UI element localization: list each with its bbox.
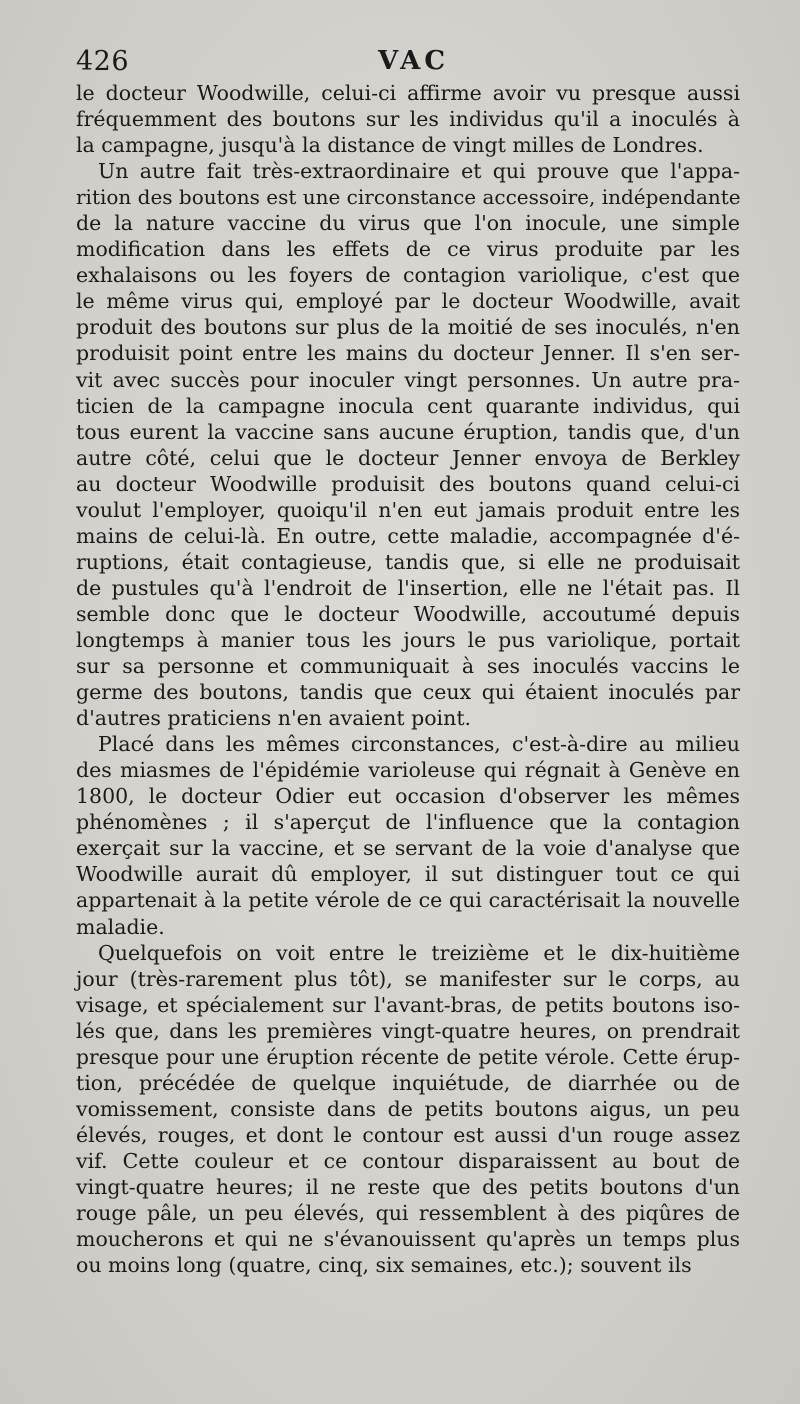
text-line: la campagne, jusqu'à la distance de vingt milles de Londres. — [76, 133, 704, 158]
text-line: ou moins long (quatre, cinq, six semaines, etc.); souvent ils — [76, 1253, 692, 1278]
text-line: produisit point entre les mains du docteur Jenner. Il s'en ser- — [76, 341, 740, 366]
text-line: des miasmes de l'épidémie varioleuse qui régnait à Genève en — [76, 758, 740, 783]
running-head — [76, 46, 744, 80]
text-line: autre côté, celui que le docteur Jenner envoya de Berkley — [76, 445, 740, 470]
text-line: rouge pâle, un peu élevés, qui ressemblent à des piqûres de — [76, 1201, 740, 1226]
paragraph — [60, 940, 740, 1279]
text-line: visage, et spécialement sur l'avant-bras, de petits boutons iso- — [76, 992, 740, 1017]
text-line: le docteur Woodwille, celui-ci affirme avoir vu presque aussi — [76, 81, 740, 105]
text-line: au docteur Woodwille produisit des boutons quand celui-ci — [76, 471, 740, 496]
text-line: ruptions, était contagieuse, tandis que, si elle ne produisait — [76, 549, 740, 574]
text-line: lés que, dans les premières vingt-quatre heures, on prendrait — [76, 1018, 740, 1043]
text-line: semble donc que le docteur Woodwille, accoutumé depuis — [76, 601, 740, 626]
text-line: Un autre fait très-extraordinaire et qui prouve que l'appa- — [98, 159, 740, 184]
text-line: de pustules qu'à l'endroit de l'insertion, elle ne l'était pas. Il — [76, 575, 740, 600]
text-line: exhalaisons ou les foyers de contagion variolique, c'est que — [76, 263, 740, 288]
text-line: voulut l'employer, quoiqu'il n'en eut jamais produit entre les — [76, 497, 740, 522]
text-line: maladie. — [76, 914, 165, 939]
text-line: mains de celui-là. En outre, cette maladie, accompagnée d'é- — [76, 523, 740, 548]
text-line: tous eurent la vaccine sans aucune éruption, tandis que, d'un — [76, 419, 740, 444]
paragraph — [60, 731, 740, 939]
text-line: fréquemment des boutons sur les individus qu'il a inoculés à — [76, 107, 740, 132]
text-line: modification dans les effets de ce virus produite par les — [76, 237, 740, 262]
text-line: Woodwille aurait dû employer, il sut distinguer tout ce qui — [76, 862, 740, 887]
page-number: 426 — [76, 46, 130, 77]
text-line: 1800, le docteur Odier eut occasion d'observer les mêmes — [76, 784, 740, 809]
body-text — [60, 80, 740, 1278]
text-line: appartenait à la petite vérole de ce qui caractérisait la nouvelle — [76, 888, 740, 913]
text-line: longtemps à manier tous les jours le pus variolique, portait — [76, 627, 740, 652]
text-line: phénomènes ; il s'aperçut de l'influence que la contagion — [76, 810, 740, 835]
text-line: vomissement, consiste dans de petits boutons aigus, un peu — [76, 1096, 740, 1121]
text-line: tion, précédée de quelque inquiétude, de diarrhée ou de — [76, 1070, 740, 1095]
text-line: ticien de la campagne inocula cent quarante individus, qui — [76, 393, 740, 418]
text-line: rition des boutons est une circonstance accessoire, indépendante — [76, 185, 741, 210]
text-line: jour (très-rarement plus tôt), se manifester sur le corps, au — [76, 966, 740, 991]
text-line: Placé dans les mêmes circonstances, c'est-à-dire au milieu — [98, 732, 740, 757]
text-line: vit avec succès pour inoculer vingt personnes. Un autre pra- — [76, 367, 740, 392]
text-line: produit des boutons sur plus de la moitié de ses inoculés, n'en — [76, 315, 740, 340]
text-line: vingt-quatre heures; il ne reste que des petits boutons d'un — [76, 1174, 740, 1199]
text-line: d'autres praticiens n'en avaient point. — [76, 706, 472, 731]
text-line: moucherons et qui ne s'évanouissent qu'après un temps plus — [76, 1227, 740, 1252]
paragraph — [60, 158, 740, 731]
text-line: germe des boutons, tandis que ceux qui étaient inoculés par — [76, 680, 740, 705]
text-line: de la nature vaccine du virus que l'on inocule, une simple — [76, 211, 740, 236]
text-line: vif. Cette couleur et ce contour disparaissent au bout de — [76, 1148, 740, 1173]
text-line: Quelquefois on voit entre le treizième et le dix-huitième — [98, 940, 740, 965]
text-line: exerçait sur la vaccine, et se servant de la voie d'analyse que — [76, 836, 740, 861]
paragraph — [60, 80, 740, 158]
text-line: élevés, rouges, et dont le contour est aussi d'un rouge assez — [76, 1122, 740, 1147]
text-line: presque pour une éruption récente de petite vérole. Cette érup- — [76, 1044, 740, 1069]
text-line: sur sa personne et communiquait à ses inoculés vaccins le — [76, 654, 740, 679]
running-title: VAC — [378, 46, 450, 76]
text-line: le même virus qui, employé par le docteur Woodwille, avait — [76, 289, 740, 314]
